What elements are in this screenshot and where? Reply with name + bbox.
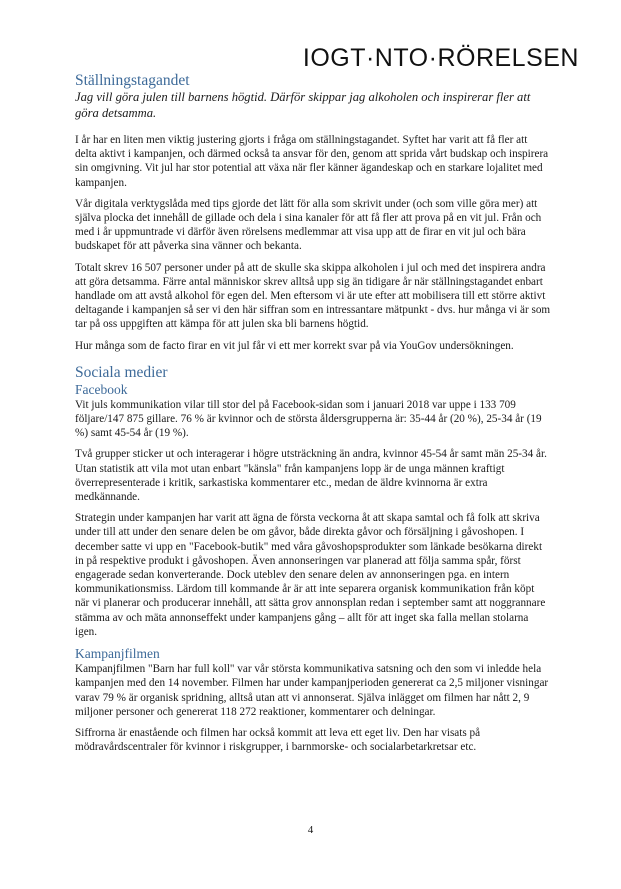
subheading-facebook: Facebook	[75, 381, 128, 397]
subheading-kampanjfilmen: Kampanjfilmen	[75, 646, 160, 662]
paragraph: Siffrorna är enastående och filmen har också kommit att leva ett eget liv. Den har visats på mödravårdscentraler för kvinnor i riskgrupper, i barnmorske- och socialarbetarkretsar etc.	[75, 726, 481, 754]
paragraph: Totalt skrev 16 507 personer under på att de skulle ska skippa alkoholen i jul och med det inspirera andra att göra detsamma. Färre antal människor skrev alltså upp sig än tidigare år när ställningstagandet enbart handlade om att avstå alkohol för egen del. Men eftersom vi är ute efter att mobilisera till ett större aktivt deltagande i kampanjen så ser vi den här siffran som en intressantare mätpunkt - dvs. hur många vi är som tar på oss uppgiften att kämpa för att julen ska bli barnens högtid.	[75, 261, 551, 331]
organization-logo: IOGT·NTO·RÖRELSEN	[302, 44, 579, 72]
section-heading-stallningstagandet: Ställningstagandet	[75, 72, 190, 89]
lead-quote: Jag vill göra julen till barnens högtid. Därför skippar jag alkoholen och inspirerar fler att göra detsamma.	[75, 90, 531, 120]
section-heading-sociala-medier: Sociala medier	[75, 363, 168, 381]
paragraph: Kampanjfilmen "Barn har full koll" var vår största kommunikativa satsning och den som vi inledde hela kampanjen med den 14 november. Filmen har under kampanjperioden genererat ca 2,5 miljoner visningar varav 79 % är organisk spridning, alltså utan att vi annonserat. Själva inlägget om filmen har nått 2, 9 miljoner personer och genererat 118 272 reaktioner, kommentarer och delningar.	[75, 663, 549, 718]
paragraph: Två grupper sticker ut och interagerar i högre utsträckning än andra, kvinnor 45-54 år samt män 25-34 år. Utan statistik att vila mot utan enbart "känsla" från kampanjens lopp är de unga männen kraftigt överrepresenterade i kritik, sarkastiska kommentarer etc., medan de äldre kvinnorna är extra medkännande.	[75, 448, 547, 504]
paragraph: Hur många som de facto firar en vit jul får vi ett mer korrekt svar på via YouGov undersökningen.	[75, 339, 514, 352]
paragraph: I år har en liten men viktig justering gjorts i fråga om ställningstagandet. Syftet har varit att få fler att delta aktivt i kampanjen, och därmed också ta ansvar för den, genom att sprida vårt budskap och inspirera sin omgivning. Vit jul har stor potential att växa när fler känner ägandeskap och en starkare lojalitet med kampanjen.	[75, 134, 549, 189]
document-body	[75, 72, 551, 761]
paragraph: Strategin under kampanjen har varit att ägna de första veckorna åt att skapa samtal och få folk att skriva under till att under den senare delen be om gåvor, både direkta gåvor och försäljning i gåvoshopen. I december satte vi upp en "Facebook-butik" med våra gåvoshopsprodukter som länkade besökarna direkt in på respektive produkt i gåvoshopen. Även annonseringen var planerad att följa samma spår, först engagerade sedan konverterande. Dock uteblev den senare delen av annonseringen pga. en intern kommunikationsmiss. Lärdom till kommande år är att inte separera organisk kommunikation från köpt när vi planerar och producerar innehåll, att sätta grov annonsplan redan i september samt att noggrannare stämma av och mäta annonseffekt under kampanjens gång – allt för att inget ska falla mellan stolarna igen.	[75, 512, 546, 638]
paragraph: Vår digitala verktygslåda med tips gjorde det lätt för alla som skrivit under (och som ville göra mer) att själva plocka det innehåll de gillade och dela i sina kanaler för att få fler att prova på en vit jul. Från och med i år uppmuntrade vi därför även rörelsens medlemmar att visa upp att de firar en vit jul och bära budskapet för att påverka sina vänner och bekanta.	[75, 197, 542, 253]
page-number: 4	[307, 824, 314, 836]
paragraph: Vit juls kommunikation vilar till stor del på Facebook-sidan som i januari 2018 var uppe i 133 709 följare/147 875 gillare. 76 % är kvinnor och de största åldersgrupperna är: 35-44 år (20 %), 25-34 år (19 %) samt 45-54 år (19 %).	[75, 398, 542, 440]
